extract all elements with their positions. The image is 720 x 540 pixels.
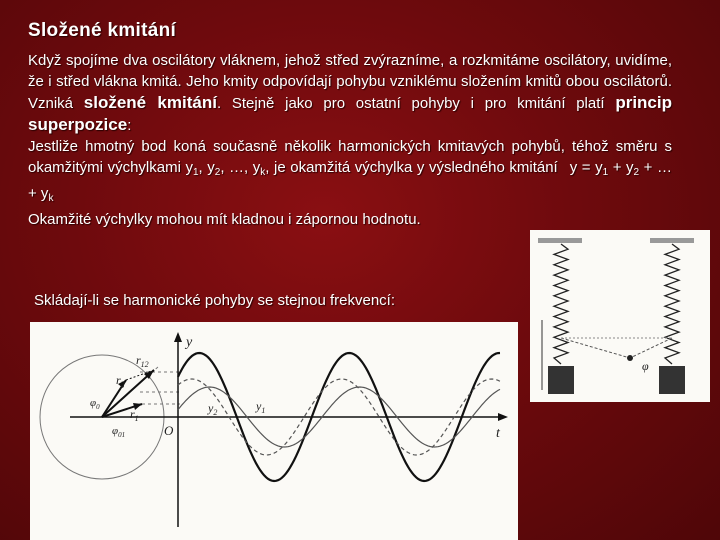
superposition-formula: $y = y_1 + y_2$ + … + $y_k$	[28, 159, 672, 204]
svg-text:y1: $y_1$	[256, 399, 266, 415]
svg-text:φ01: $\varphi_{01}$	[112, 425, 126, 439]
t-axis-label: t	[496, 426, 500, 441]
paragraph-superposition: Jestliže hmotný bod koná současně několik harmonických kmitavých pohybů, téhož směru s okamžitými výchylkami $y_1$, $y_2$, …, $y_k$, je okamžitá výchylka y výsledného kmitání $y = y_1 + y_2$ + … + $y_k$	[28, 138, 672, 204]
svg-text:r2: $r_2$	[116, 373, 125, 389]
svg-text:y2: $y_2$	[208, 401, 218, 417]
svg-text:r1: $r_1$	[130, 407, 139, 423]
coupled-oscillators-figure	[530, 230, 710, 402]
left-spring	[554, 244, 568, 364]
svg-text:r12: $r_{12}$	[136, 353, 149, 369]
svg-text:φ: φ	[642, 359, 649, 373]
paragraph-displacement-sign: Okamžité výchylky mohou mít kladnou i zápornou hodnotu.	[28, 211, 421, 228]
phasor-r12	[102, 370, 154, 417]
phasor-wave-figure	[30, 322, 518, 540]
body-text	[28, 50, 672, 230]
figure-caption: Skládají-li se harmonické pohyby se stejnou frekvencí:	[34, 292, 396, 309]
svg-text:φ0: $\varphi_0$	[90, 397, 100, 411]
origin-label: O	[164, 423, 174, 438]
term-composite-oscillation: složené kmitání	[83, 93, 217, 112]
right-spring	[665, 244, 679, 364]
y-axis-label: y	[186, 335, 193, 350]
term-superposition: princip superpozice	[28, 93, 672, 134]
slide-title: Složené kmitání	[28, 20, 177, 41]
left-weight	[548, 366, 574, 394]
right-weight	[659, 366, 685, 394]
paragraph-intro: Když spojíme dva oscilátory vláknem, jehož střed zvýrazníme, a rozkmitáme oscilátory, uvidíme, že i střed vlákna kmitá. Jeho kmity odpovídají pohybu vzniklému složením kmitů obou oscilátorů. Vzniká složené kmitání. Stejně jako pro ostatní pohyby i pro kmitání platí princip superpozice:	[28, 52, 672, 134]
